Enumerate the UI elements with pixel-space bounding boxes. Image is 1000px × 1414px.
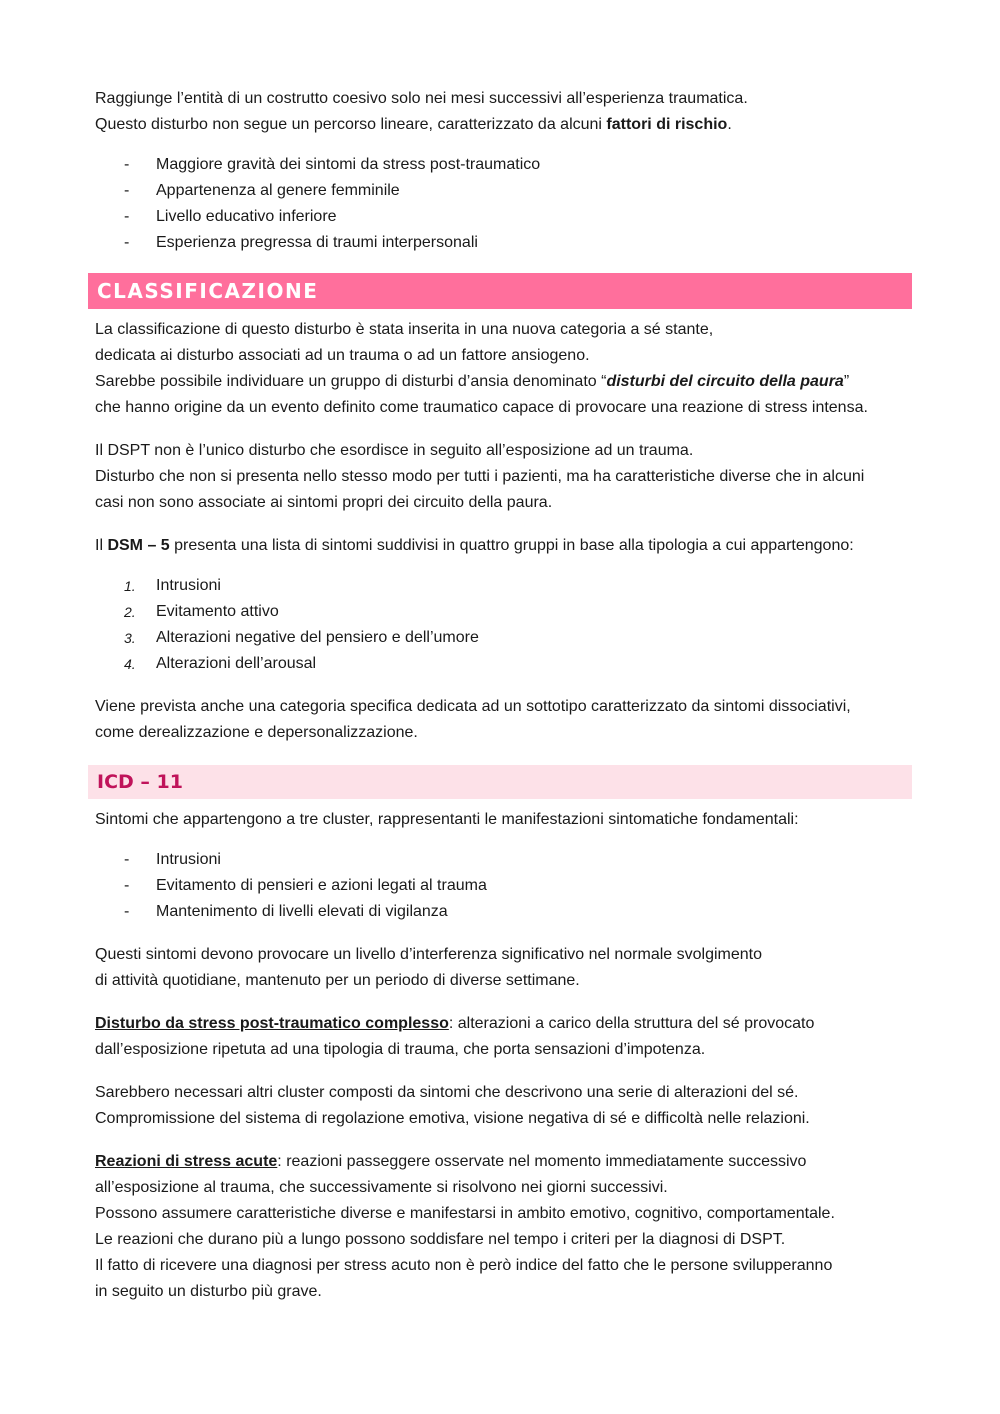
- list-item: [95, 599, 912, 625]
- bold-term: DSM – 5: [107, 537, 170, 554]
- list-number: 1.: [124, 578, 136, 594]
- risk-factors-list: [95, 152, 912, 256]
- list-item-text: Appartenenza al genere femminile: [156, 182, 400, 199]
- paragraph-line: che hanno origine da un evento definito come traumatico capace di provocare una reazione di stress intensa.: [95, 399, 868, 416]
- text-span: Questo disturbo non segue un percorso lineare, caratterizzato da alcuni: [95, 116, 607, 133]
- list-marker: -: [124, 208, 130, 225]
- paragraph-line: all’esposizione al trauma, che successivamente si risolvono nei giorni successivi.: [95, 1179, 668, 1196]
- list-item-text: Evitamento attivo: [156, 603, 279, 620]
- underlined-term: Disturbo da stress post-traumatico complesso: [95, 1015, 449, 1032]
- text-span: presenta una lista di sintomi suddivisi in quattro gruppi in base alla tipologia a cui appartengono:: [169, 537, 854, 554]
- list-item: [95, 204, 912, 230]
- list-item: [95, 573, 912, 599]
- paragraph-line: in seguito un disturbo più grave.: [95, 1283, 322, 1300]
- text-span: Sarebbe possibile individuare un gruppo di disturbi d’ansia denominato “: [95, 373, 607, 390]
- list-item: [95, 230, 912, 256]
- list-item-text: Alterazioni negative del pensiero e dell’umore: [156, 629, 479, 646]
- paragraph-line: [95, 1011, 912, 1037]
- text-span: : alterazioni a carico della struttura del sé provocato: [448, 1015, 815, 1032]
- list-item: [95, 152, 912, 178]
- paragraph-line: La classificazione di questo disturbo è stata inserita in una nuova categoria a sé stante,: [95, 321, 714, 338]
- list-item: [95, 873, 912, 899]
- list-item: [95, 899, 912, 925]
- list-item-text: Intrusioni: [156, 851, 221, 868]
- list-item: [95, 625, 912, 651]
- dsm-groups-list: [95, 573, 912, 677]
- bold-term: fattori di rischio: [606, 116, 728, 133]
- list-item-text: Livello educativo inferiore: [156, 208, 337, 225]
- list-item: [95, 651, 912, 677]
- list-item-text: Maggiore gravità dei sintomi da stress post-traumatico: [156, 156, 541, 173]
- list-marker: -: [124, 234, 130, 251]
- text-span: .: [727, 116, 732, 133]
- list-marker: -: [124, 182, 130, 199]
- paragraph-line: [95, 1149, 912, 1175]
- list-item-text: Evitamento di pensieri e azioni legati al trauma: [156, 877, 487, 894]
- intro-line: Raggiunge l’entità di un costrutto coesivo solo nei mesi successivi all’esperienza traumatica.: [95, 90, 748, 107]
- paragraph-line: Questi sintomi devono provocare un livello d’interferenza significativo nel normale svolgimento: [95, 946, 763, 963]
- paragraph-line: Sarebbero necessari altri cluster composti da sintomi che descrivono una serie di alterazioni del sé.: [95, 1084, 799, 1101]
- underlined-term: Reazioni di stress acute: [95, 1153, 278, 1170]
- paragraph-line: [95, 369, 912, 395]
- section-heading-icd-11: ICD – 11: [88, 765, 912, 799]
- icd-clusters-list: [95, 847, 912, 925]
- list-item-text: Alterazioni dell’arousal: [156, 655, 317, 672]
- text-span: ”: [843, 373, 850, 390]
- paragraph-line: dall’esposizione ripetuta ad una tipologia di trauma, che porta sensazioni d’impotenza.: [95, 1041, 706, 1058]
- list-item-text: Esperienza pregressa di traumi interpersonali: [156, 234, 478, 251]
- paragraph-line: Compromissione del sistema di regolazione emotiva, visione negativa di sé e difficoltà nelle relazioni.: [95, 1110, 810, 1127]
- list-item-text: Intrusioni: [156, 577, 221, 594]
- paragraph-line: dedicata ai disturbo associati ad un trauma o ad un fattore ansiogeno.: [95, 347, 590, 364]
- paragraph-line: Le reazioni che durano più a lungo possono soddisfare nel tempo i criteri per la diagnosi di DSPT.: [95, 1231, 786, 1248]
- list-item: [95, 178, 912, 204]
- text-span: Il: [95, 537, 108, 554]
- paragraph-line: Sintomi che appartengono a tre cluster, rappresentanti le manifestazioni sintomatiche fondamentali:: [95, 811, 799, 828]
- list-number: 4.: [124, 656, 136, 672]
- paragraph-line: di attività quotidiane, mantenuto per un periodo di diverse settimane.: [95, 972, 580, 989]
- paragraph-line: Il DSPT non è l’unico disturbo che esordisce in seguito all’esposizione ad un trauma.: [95, 442, 694, 459]
- paragraph-line: come derealizzazione e depersonalizzazione.: [95, 724, 418, 741]
- list-number: 2.: [124, 604, 136, 620]
- list-marker: -: [124, 851, 130, 868]
- list-item: [95, 847, 912, 873]
- paragraph-line: Viene prevista anche una categoria specifica dedicata ad un sottotipo caratterizzato da sintomi dissociativi,: [95, 698, 851, 715]
- paragraph-line: Il fatto di ricevere una diagnosi per stress acuto non è però indice del fatto che le persone svilupperanno: [95, 1257, 833, 1274]
- section-heading-classificazione: CLASSIFICAZIONE: [88, 273, 912, 309]
- list-marker: -: [124, 156, 130, 173]
- list-item-text: Mantenimento di livelli elevati di vigilanza: [156, 903, 448, 920]
- list-number: 3.: [124, 630, 136, 646]
- bold-italic-term: disturbi del circuito della paura: [606, 373, 844, 390]
- paragraph-line: Disturbo che non si presenta nello stesso modo per tutti i pazienti, ma ha caratteristiche diverse che in alcuni: [95, 468, 865, 485]
- paragraph-line: [95, 533, 912, 559]
- list-marker: -: [124, 903, 130, 920]
- paragraph-line: Possono assumere caratteristiche diverse e manifestarsi in ambito emotivo, cognitivo, comportamentale.: [95, 1205, 835, 1222]
- paragraph-line: casi non sono associate ai sintomi propri dei circuito della paura.: [95, 494, 553, 511]
- intro-line: [95, 112, 912, 138]
- list-marker: -: [124, 877, 130, 894]
- text-span: : reazioni passeggere osservate nel momento immediatamente successivo: [277, 1153, 807, 1170]
